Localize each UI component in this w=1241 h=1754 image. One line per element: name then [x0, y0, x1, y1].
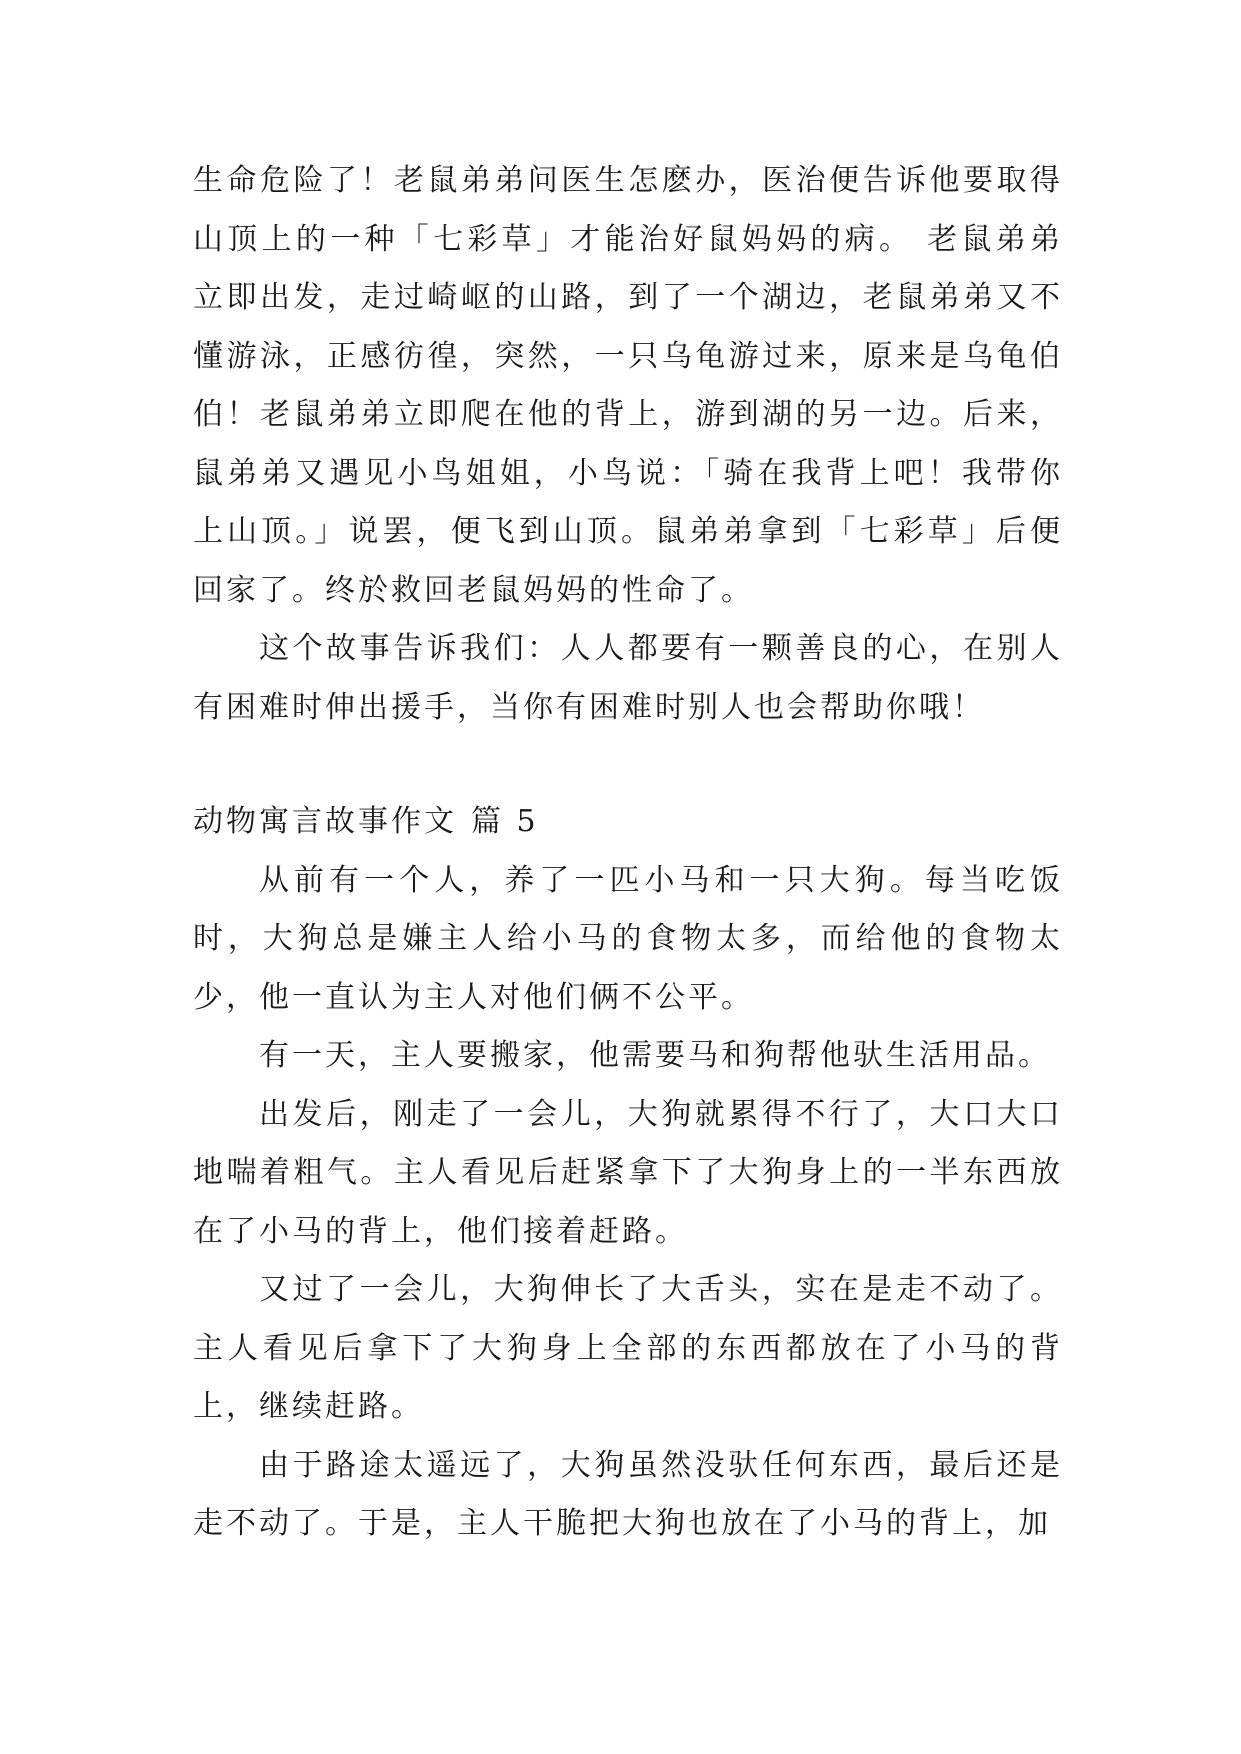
story-paragraph: 有一天，主人要搬家，他需要马和狗帮他驮生活用品。: [259, 1038, 1051, 1073]
section-heading: [193, 793, 1063, 852]
document-body: [193, 152, 1063, 1554]
story-continuation-paragraph: 生命危险了！老鼠弟弟问医生怎麽办，医治便告诉他要取得山顶上的一种「七彩草」才能治好鼠妈妈的病。 老鼠弟弟立即出发，走过崎岖的山路，到了一个湖边，老鼠弟弟又不懂游泳，正感彷徨，突然，一只乌龟游过来，原来是乌龟伯伯！老鼠弟弟立即爬在他的背上，游到湖的另一边。后来，鼠弟弟又遇见小鸟姐姐，小鸟说：「骑在我背上吧！我带你上山顶。」说罢，便飞到山顶。鼠弟弟拿到「七彩草」后便回家了。终於救回老鼠妈妈的性命了。: [193, 163, 1063, 608]
story-paragraph: 从前有一个人，养了一匹小马和一只大狗。每当吃饭时，大狗总是嫌主人给小马的食物太多，而给他的食物太少，他一直认为主人对他们俩不公平。: [193, 862, 1063, 1015]
section-title: 动物寓言故事作文: [193, 804, 457, 839]
story-paragraph: 出发后，刚走了一会儿，大狗就累得不行了，大口大口地喘着粗气。主人看见后赶紧拿下了大狗身上的一半东西放在了小马的背上，他们接着赶路。: [193, 1096, 1063, 1249]
story-paragraph: 由于路途太遥远了，大狗虽然没驮任何东西，最后还是走不动了。于是，主人干脆把大狗也放在了小马的背上，加: [193, 1447, 1063, 1541]
story-moral-paragraph: 这个故事告诉我们：人人都要有一颗善良的心，在别人有困难时伸出援手，当你有困难时别人也会帮助你哦！: [193, 631, 1063, 725]
section-number: 篇 5: [471, 804, 539, 839]
story-paragraph: 又过了一会儿，大狗伸长了大舌头，实在是走不动了。主人看见后拿下了大狗身上全部的东西都放在了小马的背上，继续赶路。: [193, 1272, 1063, 1424]
